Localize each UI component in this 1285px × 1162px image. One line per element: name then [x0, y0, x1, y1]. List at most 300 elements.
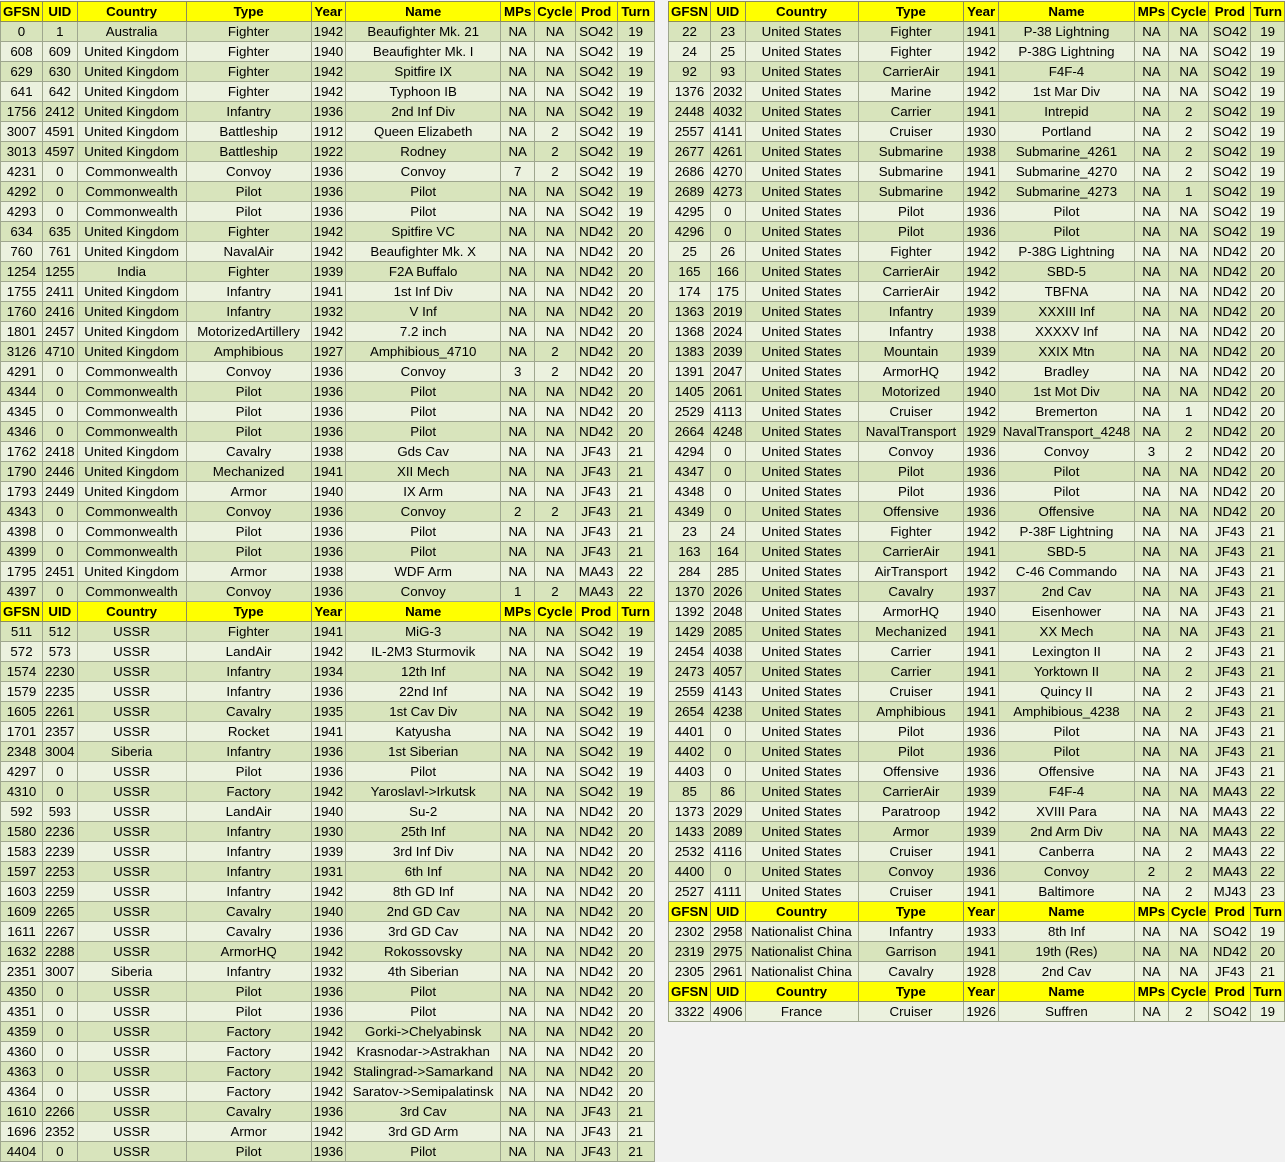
cell-mps[interactable]: NA — [1134, 602, 1168, 622]
cell-name[interactable]: WDF Arm — [346, 562, 501, 582]
cell-year[interactable]: 1938 — [964, 322, 999, 342]
cell-turn[interactable]: 21 — [617, 482, 654, 502]
cell-name[interactable]: Pilot — [346, 422, 501, 442]
column-header-gfsn[interactable]: GFSN — [669, 902, 711, 922]
cell-name[interactable]: Baltimore — [998, 882, 1134, 902]
cell-country[interactable]: United States — [745, 682, 858, 702]
cell-cycle[interactable]: NA — [1168, 282, 1208, 302]
cell-gfsn[interactable]: 4403 — [669, 762, 711, 782]
cell-gfsn[interactable]: 2557 — [669, 122, 711, 142]
cell-year[interactable]: 1941 — [311, 282, 346, 302]
cell-mps[interactable]: NA — [501, 442, 535, 462]
cell-turn[interactable]: 20 — [617, 902, 654, 922]
cell-country[interactable]: Commonwealth — [77, 582, 186, 602]
cell-name[interactable]: Convoy — [998, 442, 1134, 462]
cell-uid[interactable]: 2265 — [43, 902, 78, 922]
cell-type[interactable]: Pilot — [858, 222, 964, 242]
cell-uid[interactable]: 2239 — [43, 842, 78, 862]
cell-name[interactable]: Convoy — [346, 582, 501, 602]
cell-prod[interactable]: SO42 — [575, 622, 617, 642]
cell-prod[interactable]: ND42 — [1209, 382, 1251, 402]
cell-year[interactable]: 1941 — [964, 642, 999, 662]
cell-name[interactable]: Bradley — [998, 362, 1134, 382]
cell-year[interactable]: 1941 — [964, 542, 999, 562]
cell-prod[interactable]: ND42 — [575, 402, 617, 422]
cell-type[interactable]: Cavalry — [186, 1102, 311, 1122]
cell-turn[interactable]: 19 — [1251, 22, 1285, 42]
cell-type[interactable]: Pilot — [858, 202, 964, 222]
cell-gfsn[interactable]: 85 — [669, 782, 711, 802]
cell-uid[interactable]: 1255 — [43, 262, 78, 282]
cell-gfsn[interactable]: 2529 — [669, 402, 711, 422]
cell-gfsn[interactable]: 1583 — [1, 842, 43, 862]
cell-type[interactable]: NavalAir — [186, 242, 311, 262]
column-header-prod[interactable]: Prod — [1209, 982, 1251, 1002]
cell-year[interactable]: 1933 — [964, 922, 999, 942]
cell-year[interactable]: 1942 — [964, 242, 999, 262]
cell-turn[interactable]: 21 — [1251, 642, 1285, 662]
cell-country[interactable]: United States — [745, 522, 858, 542]
cell-turn[interactable]: 20 — [617, 842, 654, 862]
cell-uid[interactable]: 4116 — [710, 842, 745, 862]
cell-gfsn[interactable]: 4344 — [1, 382, 43, 402]
cell-prod[interactable]: SO42 — [1209, 1002, 1251, 1022]
cell-cycle[interactable]: NA — [535, 42, 575, 62]
cell-prod[interactable]: ND42 — [575, 962, 617, 982]
cell-turn[interactable]: 20 — [617, 942, 654, 962]
cell-country[interactable]: USSR — [77, 1062, 186, 1082]
cell-uid[interactable]: 0 — [710, 482, 745, 502]
cell-gfsn[interactable]: 2677 — [669, 142, 711, 162]
cell-gfsn[interactable]: 0 — [1, 22, 43, 42]
cell-gfsn[interactable]: 4231 — [1, 162, 43, 182]
cell-mps[interactable]: NA — [1134, 682, 1168, 702]
cell-cycle[interactable]: NA — [1168, 482, 1208, 502]
cell-prod[interactable]: ND42 — [575, 342, 617, 362]
cell-gfsn[interactable]: 4292 — [1, 182, 43, 202]
cell-name[interactable]: Krasnodar->Astrakhan — [346, 1042, 501, 1062]
cell-turn[interactable]: 19 — [617, 662, 654, 682]
cell-gfsn[interactable]: 1632 — [1, 942, 43, 962]
cell-name[interactable]: Pilot — [346, 202, 501, 222]
cell-turn[interactable]: 21 — [1251, 722, 1285, 742]
cell-gfsn[interactable]: 4363 — [1, 1062, 43, 1082]
cell-gfsn[interactable]: 4359 — [1, 1022, 43, 1042]
cell-country[interactable]: USSR — [77, 702, 186, 722]
cell-prod[interactable]: ND42 — [1209, 462, 1251, 482]
cell-cycle[interactable]: NA — [535, 942, 575, 962]
cell-cycle[interactable]: NA — [1168, 782, 1208, 802]
cell-cycle[interactable]: 2 — [1168, 862, 1208, 882]
cell-turn[interactable]: 20 — [1251, 282, 1285, 302]
cell-cycle[interactable]: NA — [535, 862, 575, 882]
cell-mps[interactable]: NA — [1134, 1002, 1168, 1022]
cell-prod[interactable]: JF43 — [1209, 642, 1251, 662]
cell-country[interactable]: USSR — [77, 842, 186, 862]
cell-country[interactable]: USSR — [77, 902, 186, 922]
cell-country[interactable]: United States — [745, 22, 858, 42]
cell-turn[interactable]: 21 — [1251, 622, 1285, 642]
cell-turn[interactable]: 21 — [617, 522, 654, 542]
cell-prod[interactable]: JF43 — [1209, 542, 1251, 562]
cell-turn[interactable]: 21 — [617, 442, 654, 462]
cell-prod[interactable]: SO42 — [575, 662, 617, 682]
cell-country[interactable]: Commonwealth — [77, 542, 186, 562]
cell-gfsn[interactable]: 1610 — [1, 1102, 43, 1122]
column-header-mps[interactable]: MPs — [501, 602, 535, 622]
cell-name[interactable]: Convoy — [346, 162, 501, 182]
cell-prod[interactable]: ND42 — [1209, 282, 1251, 302]
cell-name[interactable]: Pilot — [346, 382, 501, 402]
cell-name[interactable]: Beaufighter Mk. X — [346, 242, 501, 262]
cell-country[interactable]: USSR — [77, 642, 186, 662]
cell-cycle[interactable]: NA — [535, 262, 575, 282]
cell-mps[interactable]: NA — [501, 902, 535, 922]
cell-name[interactable]: Lexington II — [998, 642, 1134, 662]
cell-type[interactable]: Fighter — [186, 622, 311, 642]
cell-gfsn[interactable]: 4347 — [669, 462, 711, 482]
cell-year[interactable]: 1932 — [311, 302, 346, 322]
cell-year[interactable]: 1941 — [964, 622, 999, 642]
cell-mps[interactable]: NA — [501, 522, 535, 542]
cell-gfsn[interactable]: 2454 — [669, 642, 711, 662]
cell-mps[interactable]: NA — [501, 1082, 535, 1102]
cell-type[interactable]: Convoy — [858, 442, 964, 462]
cell-mps[interactable]: NA — [501, 962, 535, 982]
cell-type[interactable]: CarrierAir — [858, 262, 964, 282]
cell-uid[interactable]: 2451 — [43, 562, 78, 582]
column-header-uid[interactable]: UID — [710, 902, 745, 922]
cell-cycle[interactable]: NA — [535, 1022, 575, 1042]
cell-country[interactable]: United States — [745, 862, 858, 882]
cell-mps[interactable]: NA — [501, 462, 535, 482]
cell-type[interactable]: Pilot — [186, 402, 311, 422]
cell-mps[interactable]: NA — [501, 82, 535, 102]
cell-gfsn[interactable]: 1579 — [1, 682, 43, 702]
cell-name[interactable]: F4F-4 — [998, 782, 1134, 802]
cell-mps[interactable]: NA — [501, 542, 535, 562]
cell-type[interactable]: Fighter — [858, 522, 964, 542]
cell-uid[interactable]: 2449 — [43, 482, 78, 502]
cell-gfsn[interactable]: 4400 — [669, 862, 711, 882]
cell-name[interactable]: Pilot — [998, 202, 1134, 222]
cell-year[interactable]: 1936 — [311, 502, 346, 522]
cell-turn[interactable]: 20 — [1251, 302, 1285, 322]
cell-turn[interactable]: 19 — [617, 202, 654, 222]
cell-gfsn[interactable]: 4397 — [1, 582, 43, 602]
cell-prod[interactable]: SO42 — [575, 642, 617, 662]
cell-gfsn[interactable]: 165 — [669, 262, 711, 282]
cell-mps[interactable]: NA — [501, 42, 535, 62]
cell-country[interactable]: USSR — [77, 802, 186, 822]
column-header-country[interactable]: Country — [77, 2, 186, 22]
cell-cycle[interactable]: 2 — [1168, 702, 1208, 722]
column-header-uid[interactable]: UID — [43, 2, 78, 22]
cell-mps[interactable]: NA — [1134, 382, 1168, 402]
cell-year[interactable]: 1941 — [964, 682, 999, 702]
cell-gfsn[interactable]: 2473 — [669, 662, 711, 682]
cell-year[interactable]: 1936 — [311, 382, 346, 402]
cell-prod[interactable]: MA43 — [1209, 862, 1251, 882]
cell-year[interactable]: 1942 — [964, 522, 999, 542]
cell-type[interactable]: Carrier — [858, 662, 964, 682]
cell-type[interactable]: Armor — [858, 822, 964, 842]
cell-uid[interactable]: 0 — [710, 442, 745, 462]
cell-prod[interactable]: ND42 — [575, 422, 617, 442]
cell-name[interactable]: 1st Cav Div — [346, 702, 501, 722]
cell-prod[interactable]: SO42 — [1209, 122, 1251, 142]
cell-name[interactable]: F2A Buffalo — [346, 262, 501, 282]
cell-country[interactable]: United States — [745, 762, 858, 782]
cell-gfsn[interactable]: 1405 — [669, 382, 711, 402]
cell-cycle[interactable]: NA — [535, 1102, 575, 1122]
cell-name[interactable]: 1st Mar Div — [998, 82, 1134, 102]
cell-prod[interactable]: SO42 — [575, 122, 617, 142]
cell-type[interactable]: Fighter — [186, 262, 311, 282]
cell-type[interactable]: Infantry — [186, 842, 311, 862]
column-header-cycle[interactable]: Cycle — [1168, 902, 1208, 922]
cell-turn[interactable]: 21 — [1251, 682, 1285, 702]
cell-uid[interactable]: 4591 — [43, 122, 78, 142]
cell-country[interactable]: United States — [745, 462, 858, 482]
cell-country[interactable]: USSR — [77, 1082, 186, 1102]
cell-prod[interactable]: ND42 — [575, 982, 617, 1002]
cell-gfsn[interactable]: 4364 — [1, 1082, 43, 1102]
cell-mps[interactable]: NA — [1134, 122, 1168, 142]
cell-cycle[interactable]: NA — [535, 682, 575, 702]
cell-uid[interactable]: 2032 — [710, 82, 745, 102]
cell-year[interactable]: 1936 — [311, 422, 346, 442]
cell-name[interactable]: Submarine_4270 — [998, 162, 1134, 182]
cell-turn[interactable]: 20 — [617, 1082, 654, 1102]
cell-uid[interactable]: 2047 — [710, 362, 745, 382]
cell-gfsn[interactable]: 1793 — [1, 482, 43, 502]
cell-uid[interactable]: 2259 — [43, 882, 78, 902]
cell-turn[interactable]: 19 — [617, 122, 654, 142]
cell-cycle[interactable]: 1 — [1168, 182, 1208, 202]
cell-cycle[interactable]: NA — [535, 102, 575, 122]
cell-uid[interactable]: 512 — [43, 622, 78, 642]
cell-gfsn[interactable]: 3322 — [669, 1002, 711, 1022]
cell-mps[interactable]: NA — [501, 682, 535, 702]
cell-mps[interactable]: NA — [1134, 582, 1168, 602]
column-header-gfsn[interactable]: GFSN — [669, 2, 711, 22]
cell-name[interactable]: 1st Mot Div — [998, 382, 1134, 402]
cell-prod[interactable]: ND42 — [1209, 322, 1251, 342]
cell-mps[interactable]: 3 — [501, 362, 535, 382]
cell-cycle[interactable]: NA — [535, 742, 575, 762]
cell-year[interactable]: 1932 — [311, 962, 346, 982]
cell-turn[interactable]: 19 — [617, 162, 654, 182]
cell-turn[interactable]: 20 — [1251, 482, 1285, 502]
cell-prod[interactable]: ND42 — [575, 1022, 617, 1042]
cell-type[interactable]: Infantry — [186, 882, 311, 902]
cell-gfsn[interactable]: 629 — [1, 62, 43, 82]
cell-cycle[interactable]: NA — [535, 522, 575, 542]
cell-gfsn[interactable]: 2686 — [669, 162, 711, 182]
cell-uid[interactable]: 0 — [43, 1002, 78, 1022]
cell-prod[interactable]: SO42 — [575, 722, 617, 742]
cell-gfsn[interactable]: 1370 — [669, 582, 711, 602]
cell-gfsn[interactable]: 4310 — [1, 782, 43, 802]
cell-prod[interactable]: MA43 — [575, 582, 617, 602]
cell-turn[interactable]: 20 — [617, 1042, 654, 1062]
column-header-cycle[interactable]: Cycle — [535, 602, 575, 622]
cell-cycle[interactable]: NA — [1168, 562, 1208, 582]
cell-name[interactable]: P-38 Lightning — [998, 22, 1134, 42]
cell-year[interactable]: 1942 — [311, 1022, 346, 1042]
cell-country[interactable]: United States — [745, 402, 858, 422]
column-header-cycle[interactable]: Cycle — [1168, 982, 1208, 1002]
cell-type[interactable]: Pilot — [186, 202, 311, 222]
cell-cycle[interactable]: NA — [535, 1062, 575, 1082]
cell-uid[interactable]: 4273 — [710, 182, 745, 202]
cell-year[interactable]: 1942 — [964, 42, 999, 62]
cell-type[interactable]: Battleship — [186, 122, 311, 142]
cell-prod[interactable]: ND42 — [575, 862, 617, 882]
cell-year[interactable]: 1939 — [964, 782, 999, 802]
cell-year[interactable]: 1941 — [964, 162, 999, 182]
cell-turn[interactable]: 20 — [1251, 942, 1285, 962]
column-header-type[interactable]: Type — [186, 602, 311, 622]
cell-country[interactable]: United States — [745, 842, 858, 862]
cell-year[interactable]: 1942 — [964, 82, 999, 102]
cell-turn[interactable]: 20 — [1251, 462, 1285, 482]
cell-mps[interactable]: NA — [501, 562, 535, 582]
cell-prod[interactable]: SO42 — [575, 182, 617, 202]
cell-turn[interactable]: 19 — [617, 42, 654, 62]
cell-name[interactable]: Gorki->Chelyabinsk — [346, 1022, 501, 1042]
cell-prod[interactable]: MA43 — [1209, 842, 1251, 862]
cell-cycle[interactable]: NA — [535, 442, 575, 462]
cell-turn[interactable]: 20 — [617, 1002, 654, 1022]
cell-mps[interactable]: NA — [1134, 882, 1168, 902]
cell-type[interactable]: Pilot — [858, 462, 964, 482]
cell-uid[interactable]: 0 — [43, 1042, 78, 1062]
cell-turn[interactable]: 22 — [617, 562, 654, 582]
cell-type[interactable]: CarrierAir — [858, 542, 964, 562]
cell-uid[interactable]: 2039 — [710, 342, 745, 362]
cell-type[interactable]: Convoy — [186, 582, 311, 602]
cell-cycle[interactable]: 2 — [535, 362, 575, 382]
cell-type[interactable]: Factory — [186, 1042, 311, 1062]
cell-gfsn[interactable]: 1756 — [1, 102, 43, 122]
cell-cycle[interactable]: NA — [535, 322, 575, 342]
cell-cycle[interactable]: 2 — [1168, 122, 1208, 142]
cell-uid[interactable]: 1 — [43, 22, 78, 42]
cell-type[interactable]: Infantry — [186, 862, 311, 882]
cell-mps[interactable]: NA — [1134, 842, 1168, 862]
cell-type[interactable]: NavalTransport — [858, 422, 964, 442]
cell-mps[interactable]: NA — [501, 1002, 535, 1022]
cell-country[interactable]: Siberia — [77, 962, 186, 982]
cell-uid[interactable]: 4906 — [710, 1002, 745, 1022]
cell-uid[interactable]: 4238 — [710, 702, 745, 722]
cell-prod[interactable]: SO42 — [1209, 202, 1251, 222]
column-header-year[interactable]: Year — [964, 982, 999, 1002]
cell-uid[interactable]: 635 — [43, 222, 78, 242]
cell-mps[interactable]: NA — [1134, 82, 1168, 102]
cell-gfsn[interactable]: 2689 — [669, 182, 711, 202]
cell-prod[interactable]: ND42 — [575, 262, 617, 282]
cell-year[interactable]: 1942 — [311, 1042, 346, 1062]
cell-type[interactable]: Factory — [186, 782, 311, 802]
cell-year[interactable]: 1936 — [311, 582, 346, 602]
cell-gfsn[interactable]: 4345 — [1, 402, 43, 422]
cell-uid[interactable]: 2024 — [710, 322, 745, 342]
cell-type[interactable]: Pilot — [186, 382, 311, 402]
cell-cycle[interactable]: NA — [535, 662, 575, 682]
cell-cycle[interactable]: NA — [535, 302, 575, 322]
cell-type[interactable]: Cruiser — [858, 882, 964, 902]
cell-country[interactable]: United States — [745, 182, 858, 202]
cell-turn[interactable]: 20 — [617, 362, 654, 382]
cell-cycle[interactable]: NA — [535, 822, 575, 842]
cell-mps[interactable]: NA — [1134, 662, 1168, 682]
cell-year[interactable]: 1936 — [311, 742, 346, 762]
cell-mps[interactable]: NA — [501, 702, 535, 722]
cell-country[interactable]: United States — [745, 562, 858, 582]
cell-name[interactable]: Queen Elizabeth — [346, 122, 501, 142]
cell-country[interactable]: United Kingdom — [77, 242, 186, 262]
cell-uid[interactable]: 2026 — [710, 582, 745, 602]
cell-year[interactable]: 1939 — [964, 342, 999, 362]
cell-type[interactable]: Infantry — [858, 322, 964, 342]
column-header-year[interactable]: Year — [964, 2, 999, 22]
cell-turn[interactable]: 22 — [1251, 782, 1285, 802]
column-header-cycle[interactable]: Cycle — [535, 2, 575, 22]
cell-type[interactable]: Convoy — [858, 862, 964, 882]
cell-uid[interactable]: 0 — [43, 202, 78, 222]
cell-gfsn[interactable]: 1376 — [669, 82, 711, 102]
cell-year[interactable]: 1942 — [964, 262, 999, 282]
cell-prod[interactable]: SO42 — [1209, 102, 1251, 122]
cell-type[interactable]: Rocket — [186, 722, 311, 742]
cell-country[interactable]: United States — [745, 282, 858, 302]
cell-turn[interactable]: 19 — [1251, 62, 1285, 82]
cell-prod[interactable]: ND42 — [575, 1082, 617, 1102]
cell-name[interactable]: XXIX Mtn — [998, 342, 1134, 362]
cell-uid[interactable]: 0 — [43, 762, 78, 782]
cell-cycle[interactable]: NA — [535, 902, 575, 922]
cell-gfsn[interactable]: 1762 — [1, 442, 43, 462]
cell-prod[interactable]: JF43 — [1209, 762, 1251, 782]
cell-gfsn[interactable]: 2664 — [669, 422, 711, 442]
cell-gfsn[interactable]: 2302 — [669, 922, 711, 942]
cell-prod[interactable]: JF43 — [1209, 722, 1251, 742]
cell-turn[interactable]: 20 — [1251, 262, 1285, 282]
cell-cycle[interactable]: NA — [1168, 522, 1208, 542]
cell-year[interactable]: 1928 — [964, 962, 999, 982]
cell-name[interactable]: 19th (Res) — [998, 942, 1134, 962]
cell-turn[interactable]: 20 — [617, 322, 654, 342]
cell-country[interactable]: United Kingdom — [77, 62, 186, 82]
cell-uid[interactable]: 0 — [710, 202, 745, 222]
cell-mps[interactable]: 2 — [1134, 862, 1168, 882]
cell-year[interactable]: 1939 — [311, 262, 346, 282]
cell-uid[interactable]: 4143 — [710, 682, 745, 702]
column-header-country[interactable]: Country — [745, 902, 858, 922]
cell-turn[interactable]: 20 — [617, 222, 654, 242]
cell-year[interactable]: 1940 — [311, 802, 346, 822]
cell-uid[interactable]: 0 — [43, 542, 78, 562]
cell-uid[interactable]: 0 — [710, 502, 745, 522]
cell-year[interactable]: 1942 — [964, 402, 999, 422]
cell-gfsn[interactable]: 2527 — [669, 882, 711, 902]
cell-year[interactable]: 1936 — [964, 762, 999, 782]
cell-uid[interactable]: 2266 — [43, 1102, 78, 1122]
cell-gfsn[interactable]: 4350 — [1, 982, 43, 1002]
